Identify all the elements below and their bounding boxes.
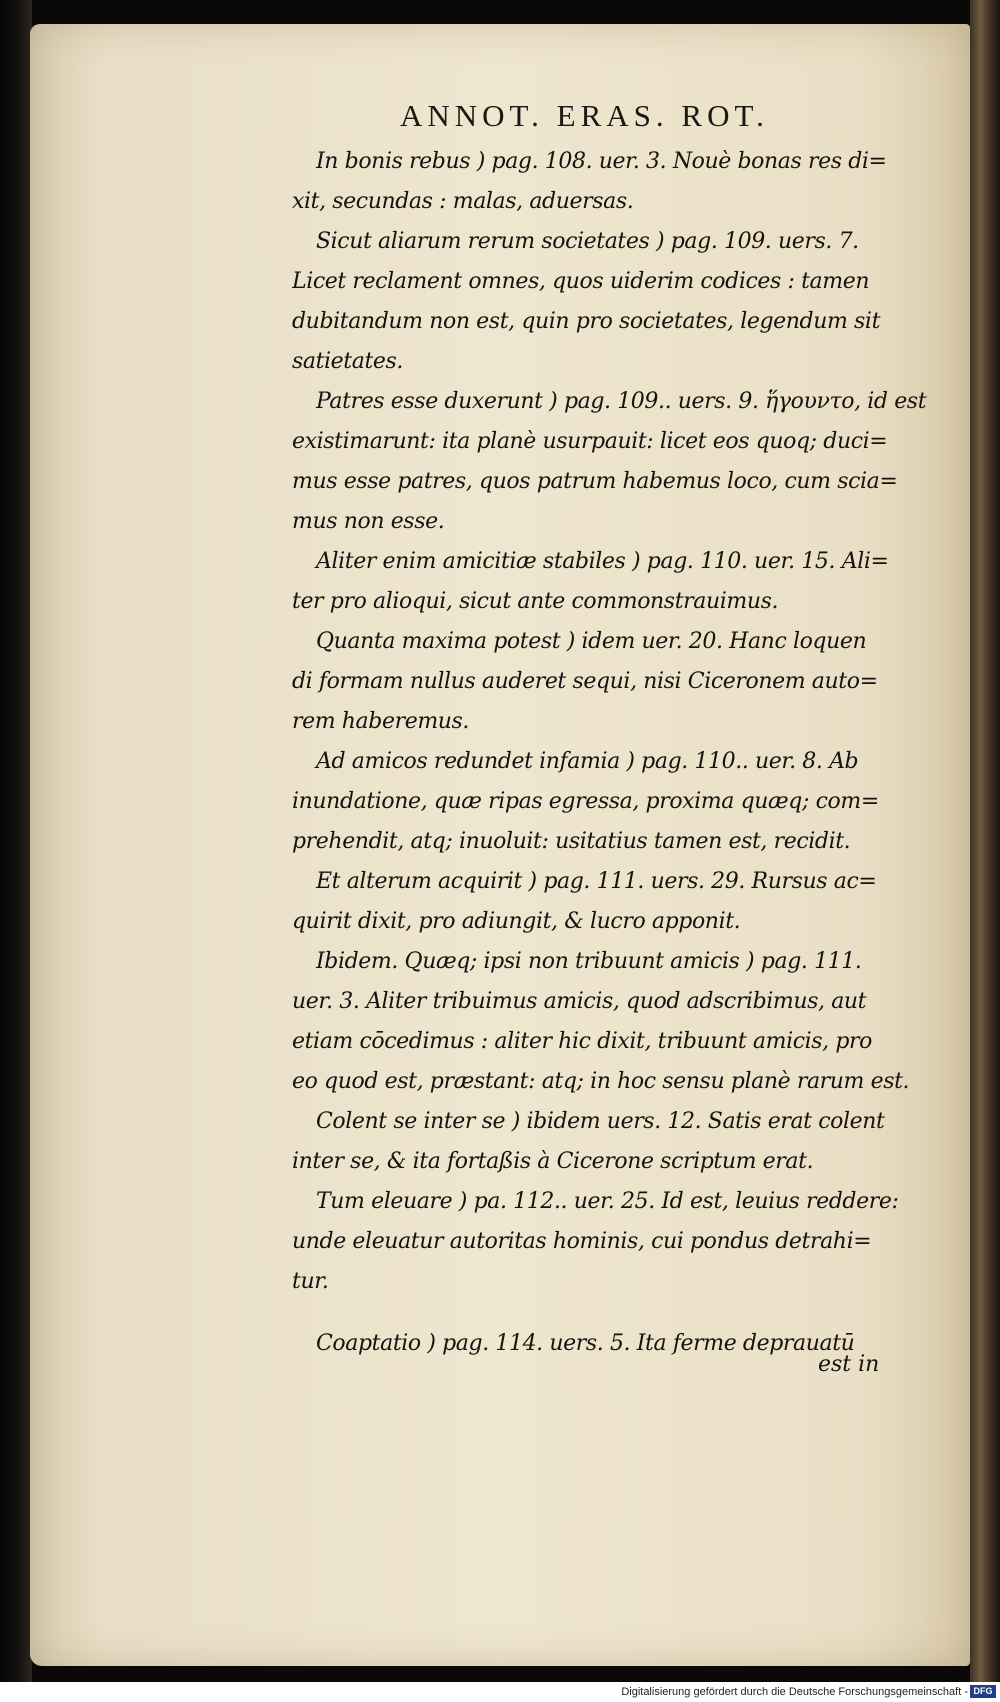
footer-credit: Digitalisierung gefördert durch die Deutsche Forschungsgemeinschaft - [621, 1686, 968, 1698]
text-line: Tum eleuare ) pa. 112.. uer. 25. Id est, leuius reddere: [316, 1189, 899, 1214]
text-line: inundatione, quæ ripas egressa, proxima quæq; com= [292, 789, 879, 814]
text-line: satietates. [292, 349, 404, 374]
text-line: etiam cōcedimus : aliter hic dixit, tribuunt amicis, pro [292, 1029, 872, 1054]
text-line: tur. [292, 1269, 329, 1294]
text-line: uer. 3. Aliter tribuimus amicis, quod adscribimus, aut [292, 989, 867, 1014]
text-line: Licet reclament omnes, quos uiderim codices : tamen [292, 269, 870, 294]
text-line: Patres esse duxerunt ) pag. 109.. uers. 9. ἥγουντο, id est [316, 389, 927, 414]
text-line: Ibidem. Quæq; ipsi non tribuunt amicis ) pag. 111. [316, 949, 862, 974]
text-line: ter pro alioqui, sicut ante commonstrauimus. [292, 589, 779, 614]
catchword: est in [818, 1352, 880, 1377]
page-edge [970, 0, 1000, 1690]
text-line: dubitandum non est, quin pro societates, legendum sit [292, 309, 881, 334]
text-line: eo quod est, præstant: atq; in hoc sensu planè rarum est. [292, 1069, 910, 1094]
text-line: xit, secundas : malas, aduersas. [292, 189, 634, 214]
text-line: rem haberemus. [292, 709, 470, 734]
text-line: Sicut aliarum rerum societates ) pag. 109. uers. 7. [316, 229, 859, 254]
text-line: Coaptatio ) pag. 114. uers. 5. Ita ferme deprauatū [316, 1331, 855, 1356]
text-line: existimarunt: ita planè usurpauit: licet eos quoq; duci= [292, 429, 888, 454]
text-line: Aliter enim amicitiæ stabiles ) pag. 110. uer. 15. Ali= [316, 549, 889, 574]
text-line: inter se, & ita fortaßis à Cicerone scriptum erat. [292, 1149, 814, 1174]
text-line: quirit dixit, pro adiungit, & lucro apponit. [292, 909, 741, 934]
book-spine [0, 0, 32, 1702]
text-line: Colent se inter se ) ibidem uers. 12. Satis erat colent [316, 1109, 885, 1134]
text-line: di formam nullus auderet sequi, nisi Ciceronem auto= [292, 669, 878, 694]
text-line: In bonis rebus ) pag. 108. uer. 3. Nouè bonas res di= [316, 149, 887, 174]
dfg-logo-icon: DFG [970, 1685, 996, 1698]
text-line: Ad amicos redundet infamia ) pag. 110.. uer. 8. Ab [316, 749, 859, 774]
text-line: prehendit, atq; inuoluit: usitatius tamen est, recidit. [292, 829, 851, 854]
text-line: unde eleuatur autoritas hominis, cui pondus detrahi= [292, 1229, 872, 1254]
text-line: mus non esse. [292, 509, 445, 534]
annotation-text [292, 142, 942, 1364]
text-line: mus esse patres, quos patrum habemus loco, cum scia= [292, 469, 898, 494]
text-line: Et alterum acquirit ) pag. 111. uers. 29. Rursus ac= [316, 869, 877, 894]
text-line: Quanta maxima potest ) idem uer. 20. Hanc loquen [316, 629, 867, 654]
running-header: ANNOT. ERAS. ROT. [400, 98, 769, 133]
